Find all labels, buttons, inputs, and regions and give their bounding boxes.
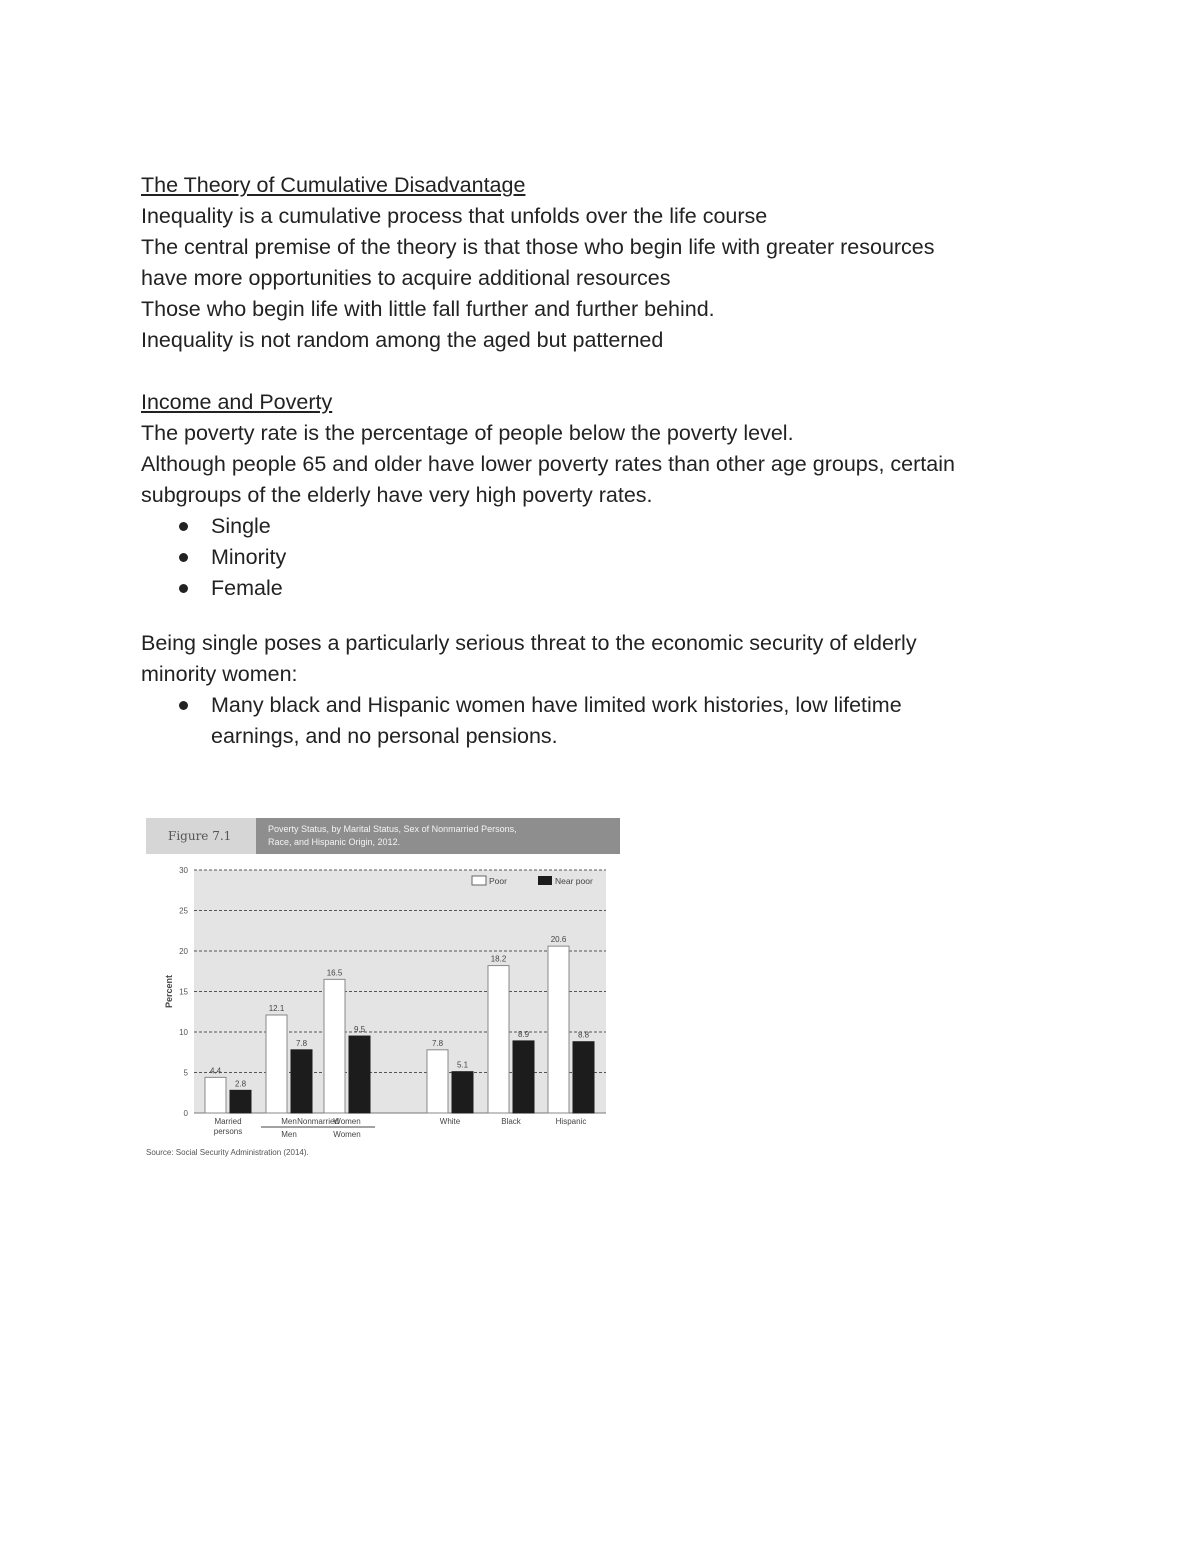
- bar-poor: [427, 1050, 448, 1113]
- text-line: The poverty rate is the percentage of people below the poverty level.: [141, 421, 794, 445]
- data-label: 7.8: [431, 1038, 444, 1048]
- bullet-icon: [179, 553, 188, 562]
- bar-poor: [548, 946, 569, 1113]
- text-line: Those who begin life with little fall further and further behind.: [141, 297, 715, 321]
- x-tick-label: Hispanic: [555, 1117, 587, 1126]
- y-tick-label: 20: [179, 947, 188, 956]
- list-item: [141, 573, 1061, 604]
- x-tick-label: White: [439, 1117, 461, 1126]
- data-label: 18.2: [490, 954, 507, 964]
- bar-poor: [488, 966, 509, 1113]
- legend-swatch-poor: [472, 876, 486, 885]
- document-body: [141, 170, 1061, 752]
- list-item-text: Single: [211, 514, 271, 538]
- legend-swatch-near-poor: [538, 876, 552, 885]
- figure-header: [146, 818, 620, 854]
- y-tick-label: 30: [179, 866, 188, 875]
- text-line: subgroups of the elderly have very high poverty rates.: [141, 483, 653, 507]
- y-tick-label: 10: [179, 1028, 188, 1037]
- heading-cumulative-disadvantage: The Theory of Cumulative Disadvantage: [141, 173, 526, 197]
- text-line: minority women:: [141, 662, 298, 686]
- figure-label: Figure 7.1: [146, 818, 256, 854]
- bullet-list-subgroups: [141, 511, 1061, 604]
- spacer: [141, 604, 1061, 628]
- data-label: 9.5: [353, 1025, 366, 1035]
- bullet-icon: [179, 522, 188, 531]
- figure-title-line: Race, and Hispanic Origin, 2012.: [268, 837, 401, 847]
- data-label: 5.1: [456, 1060, 469, 1070]
- text-line: Being single poses a particularly serious threat to the economic security of elderly: [141, 631, 917, 655]
- bar-near-poor: [349, 1036, 370, 1113]
- bullet-list-minority-women: [141, 690, 1061, 752]
- list-item-text: Female: [211, 576, 283, 600]
- text-line: Although people 65 and older have lower poverty rates than other age groups, certain: [141, 452, 955, 476]
- x-tick-label: Men: [281, 1130, 297, 1139]
- y-tick-label: 25: [179, 906, 188, 916]
- data-label: 8.9: [517, 1029, 530, 1039]
- list-item-text: Many black and Hispanic women have limited work histories, low lifetime earnings, and no personal pensions.: [211, 693, 902, 748]
- x-tick-label: Women: [333, 1117, 361, 1126]
- bar-poor: [205, 1077, 226, 1113]
- spacer: [141, 356, 1061, 387]
- y-tick-label: 5: [183, 1068, 188, 1078]
- y-axis-label: Percent: [164, 974, 174, 1009]
- x-tick-label: Married: [214, 1117, 242, 1126]
- data-label: 4.4: [209, 1066, 222, 1076]
- text-line: Inequality is a cumulative process that unfolds over the life course: [141, 204, 768, 228]
- group-label-nonmarried: Nonmarried: [297, 1117, 339, 1126]
- legend-label-poor: Poor: [489, 876, 507, 886]
- x-tick-label: Men: [281, 1117, 297, 1126]
- x-tick-label: Women: [333, 1130, 361, 1139]
- bar-near-poor: [452, 1072, 473, 1113]
- data-label: 16.5: [326, 968, 343, 978]
- figure-title-line: Poverty Status, by Marital Status, Sex of Nonmarried Persons,: [268, 824, 517, 834]
- figure-source: Source: Social Security Administration (2014).: [146, 1148, 309, 1157]
- data-label: 20.6: [550, 935, 567, 945]
- list-item: [141, 511, 1061, 542]
- list-item: [141, 690, 991, 752]
- bullet-icon: [179, 701, 188, 710]
- y-tick-label: 15: [179, 987, 188, 997]
- x-tick-label: persons: [213, 1127, 243, 1136]
- bar-poor: [266, 1015, 287, 1113]
- data-label: 7.8: [295, 1038, 308, 1048]
- text-line: Inequality is not random among the aged but patterned: [141, 328, 664, 352]
- legend-label-near-poor: Near poor: [555, 876, 593, 886]
- figure-poverty-status: [146, 814, 622, 1164]
- x-tick-label: Black: [501, 1117, 521, 1126]
- bar-poor: [324, 979, 345, 1113]
- bar-near-poor: [513, 1041, 534, 1113]
- heading-income-poverty: Income and Poverty: [141, 390, 333, 414]
- text-line: have more opportunities to acquire additional resources: [141, 266, 671, 290]
- bar-near-poor: [291, 1050, 312, 1113]
- list-item-text: Minority: [211, 545, 287, 569]
- list-item: [141, 542, 1061, 573]
- data-label: 2.8: [234, 1079, 247, 1089]
- bar-near-poor: [573, 1042, 594, 1113]
- figure-title: [256, 818, 620, 854]
- bar-chart: [146, 858, 622, 1178]
- data-label: 12.1: [268, 1003, 285, 1013]
- bar-near-poor: [230, 1090, 251, 1113]
- text-line: The central premise of the theory is that those who begin life with greater resources: [141, 235, 935, 259]
- data-label: 8.8: [577, 1030, 590, 1040]
- y-tick-label: 0: [183, 1109, 188, 1118]
- bullet-icon: [179, 584, 188, 593]
